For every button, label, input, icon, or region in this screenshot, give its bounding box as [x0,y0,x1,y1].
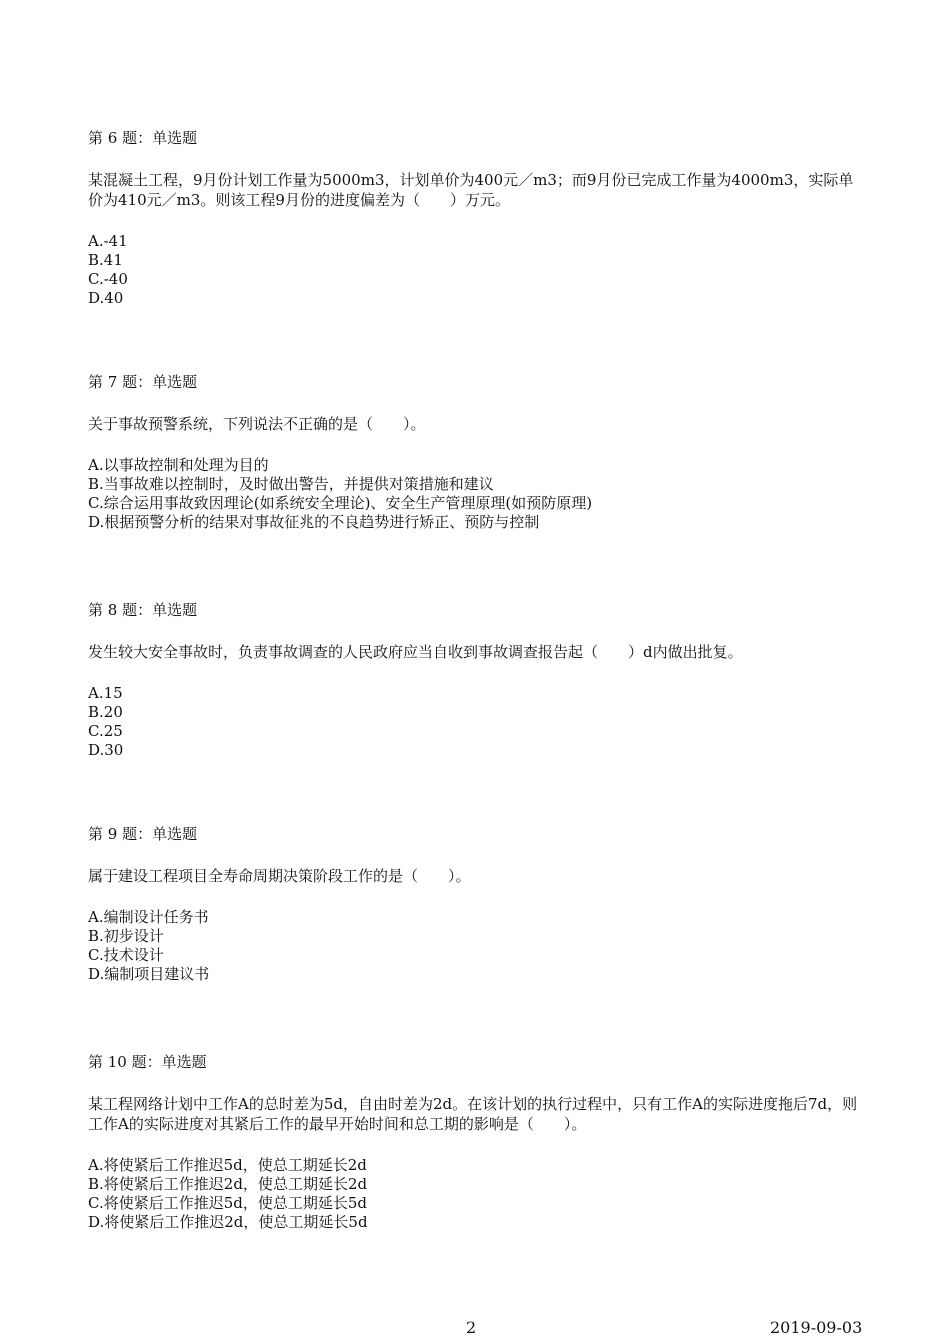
option-b: B.41 [88,251,123,269]
option-list [88,684,868,760]
option-c: C.25 [88,722,123,740]
option-b: B.将使紧后工作推迟2d，使总工期延长2d [88,1175,368,1193]
option-d: D.编制项目建议书 [88,965,210,983]
option-d: D.根据预警分析的结果对事故征兆的不良趋势进行矫正、预防与控制 [88,513,540,531]
question-header: 第 6 题：单选题 [88,129,198,147]
question-stem: 某混凝土工程，9月份计划工作量为5000m3，计划单价为400元／m3；而9月份已完成工作量为4000m3，实际单价为410元／m3。则该工程9月份的进度偏差为（ ）万元。 [88,171,854,209]
question-stem: 关于事故预警系统，下列说法不正确的是（ ）。 [88,415,426,433]
option-d: D.40 [88,289,124,307]
page-number: 2 [466,1318,477,1337]
option-list [88,232,868,308]
option-c: C.综合运用事故致因理论(如系统安全理论)、安全生产管理原理(如预防原理) [88,494,593,512]
option-b: B.初步设计 [88,927,164,945]
option-a: A.以事故控制和处理为目的 [88,456,269,474]
option-a: A.15 [88,684,123,702]
option-d: D.将使紧后工作推迟2d，使总工期延长5d [88,1213,368,1231]
question-stem: 属于建设工程项目全寿命周期决策阶段工作的是（ ）。 [88,867,471,885]
question-6 [88,128,868,308]
question-header: 第 7 题：单选题 [88,373,198,391]
option-a: A.编制设计任务书 [88,908,209,926]
option-a: A.-41 [88,232,128,250]
option-b: B.当事故难以控制时，及时做出警告，并提供对策措施和建议 [88,475,494,493]
option-list [88,456,868,532]
question-stem: 某工程网络计划中工作A的总时差为5d，自由时差为2d。在该计划的执行过程中，只有工作A的实际进度拖后7d，则工作A的实际进度对其紧后工作的最早开始时间和总工期的影响是（ ）。 [88,1095,858,1133]
question-10 [88,1052,868,1232]
question-8 [88,600,868,760]
question-header: 第 8 题：单选题 [88,601,198,619]
question-7 [88,372,868,532]
footer-date: 2019-09-03 [770,1318,863,1337]
option-list [88,908,868,984]
option-a: A.将使紧后工作推迟5d，使总工期延长2d [88,1156,367,1174]
question-stem: 发生较大安全事故时，负责事故调查的人民政府应当自收到事故调查报告起（ ）d内做出批复。 [88,643,743,661]
option-list [88,1156,868,1232]
question-header: 第 10 题：单选题 [88,1053,207,1071]
question-header: 第 9 题：单选题 [88,825,198,843]
option-b: B.20 [88,703,123,721]
option-c: C.技术设计 [88,946,164,964]
option-d: D.30 [88,741,124,759]
option-c: C.将使紧后工作推迟5d，使总工期延长5d [88,1194,368,1212]
option-c: C.-40 [88,270,128,288]
question-9 [88,824,868,984]
